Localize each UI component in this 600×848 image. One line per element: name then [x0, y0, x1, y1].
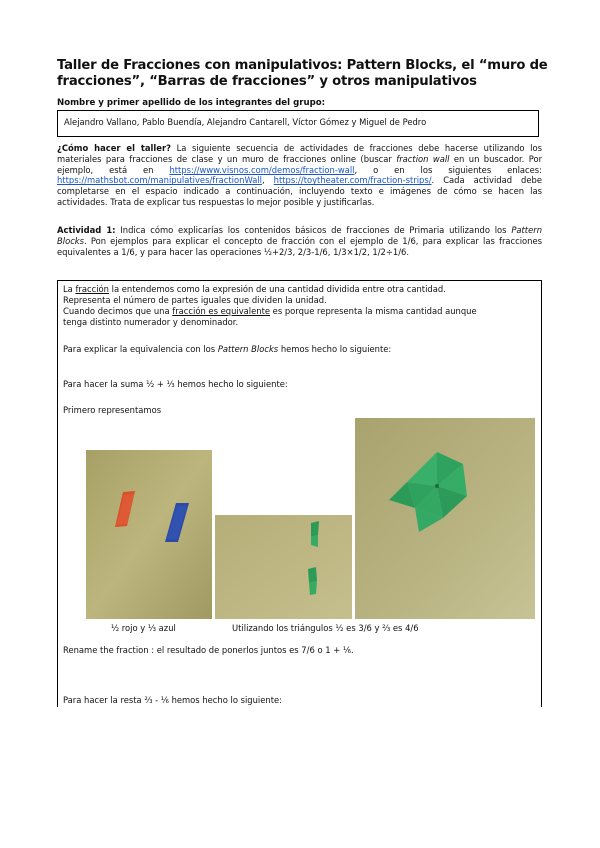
green-triangles-photo: [215, 515, 352, 619]
answer-line: Primero representamos: [63, 405, 162, 415]
answer-line: Rename the fraction : el resultado de ponerlos juntos es 7/6 o 1 + ⅙.: [63, 645, 354, 655]
red-blue-rhombus-photo: [86, 450, 212, 619]
members-field[interactable]: [57, 110, 539, 137]
photo-caption-1: ½ rojo y ⅓ azul: [111, 623, 176, 633]
answer-line: Representa el número de partes iguales que dividen la unidad.: [63, 295, 327, 305]
mathsbot-link[interactable]: https://mathsbot.com/manipulatives/fractionWall: [57, 175, 262, 186]
answer-line: Cuando decimos que una fracción es equivalente es porque representa la misma cantidad aunque: [63, 306, 477, 316]
instructions-paragraph: ¿Cómo hacer el taller? La siguiente secuencia de actividades de fracciones debe hacerse utilizando los materiales para fracciones de clase y un muro de fracciones online (buscar fraction wall en un buscador. Por ejemplo, está en https://www.visnos.com/demos/fraction-wall, o en los siguientes enlaces: https://mathsbot.com/manipulatives/fractionWall, https://toytheater.com/fraction-strips/. Cada actividad debe completarse en el espacio indicado a continuación, incluyendo texto e imágenes de cómo se hacen las actividades. Trata de explicar tus respuestas lo mejor posible y justificarlas.: [57, 143, 543, 207]
photo-caption-2: Utilizando los triángulos ½ es 3/6 y ⅔ es 4/6: [232, 623, 419, 633]
answer-line: Para explicar la equivalencia con los Pattern Blocks hemos hecho lo siguiente:: [63, 344, 392, 354]
page-title: Taller de Fracciones con manipulativos: Pattern Blocks, el “muro de fracciones”, “Barras de fracciones” y otros manipulativos: [57, 58, 548, 89]
answer-line: tenga distinto numerador y denominador.: [63, 317, 239, 327]
answer-line: Para hacer la resta ⅔ - ⅙ hemos hecho lo siguiente:: [63, 695, 282, 705]
instructions-heading: ¿Cómo hacer el taller?: [57, 143, 171, 153]
visnos-link[interactable]: https://www.visnos.com/demos/fraction-wall: [169, 164, 355, 175]
green-hexagon-photo: [355, 418, 535, 619]
activity-1-paragraph: Actividad 1: Indica cómo explicarías los contenidos básicos de fracciones de Primaria utilizando los Pattern Blocks. Pon ejemplos para explicar el concepto de fracción con el ejemplo de 1/6, para explicar las fracciones equivalentes a 1/6, y para hacer las operaciones ½+2/3, 2/3-1/6, 1/3×1/2, 1/2÷1/6.: [57, 225, 542, 257]
activity-1-heading: Actividad 1:: [57, 225, 116, 235]
members-value: Alejandro Vallano, Pablo Buendía, Alejandro Cantarell, Víctor Gómez y Miguel de Pedro: [64, 117, 427, 127]
members-label: Nombre y primer apellido de los integrantes del grupo:: [57, 98, 326, 108]
answer-line: La fracción la entendemos como la expresión de una cantidad dividida entre otra cantidad.: [63, 284, 446, 294]
answer-box[interactable]: [57, 280, 542, 707]
toytheater-link[interactable]: https://toytheater.com/fraction-strips/: [273, 175, 432, 186]
answer-line: Para hacer la suma ½ + ⅓ hemos hecho lo siguiente:: [63, 379, 288, 389]
